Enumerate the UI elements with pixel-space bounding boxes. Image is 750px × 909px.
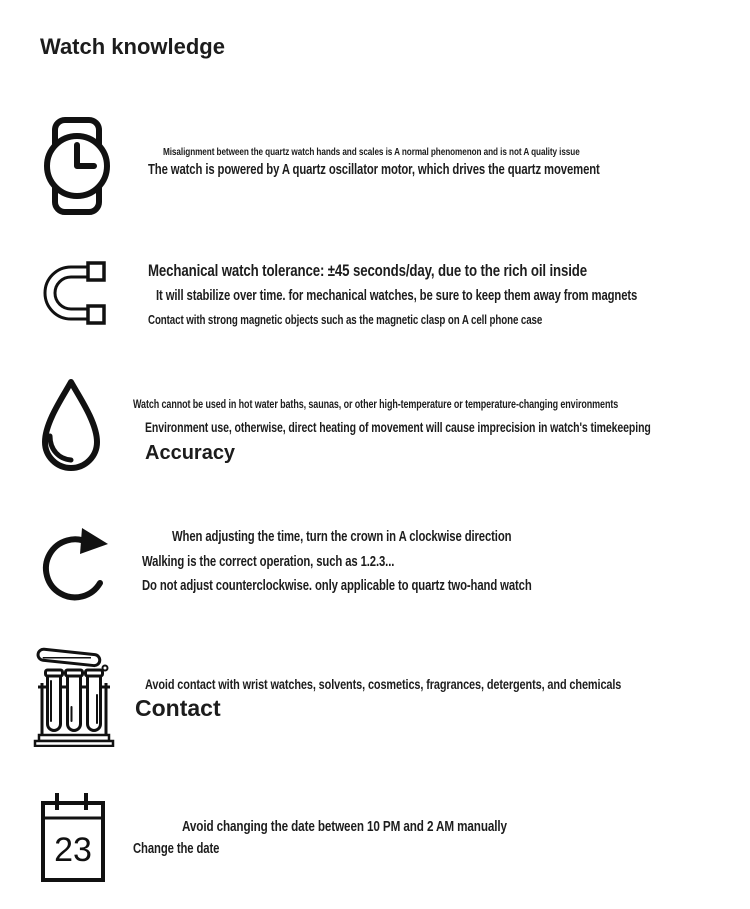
note-line: Avoid contact with wrist watches, solvents, cosmetics, fragrances, detergents, and chemicals bbox=[145, 676, 622, 692]
clockwise-arrow-icon bbox=[36, 520, 112, 606]
subsection-heading: Contact bbox=[135, 695, 221, 721]
watch-icon bbox=[44, 116, 110, 216]
magnet-icon bbox=[38, 258, 110, 328]
calendar-day-number: 23 bbox=[54, 831, 92, 869]
note-line: Do not adjust counterclockwise. only applicable to quartz two-hand watch bbox=[142, 578, 532, 594]
note-line: Contact with strong magnetic objects such as the magnetic clasp on A cell phone case bbox=[148, 313, 543, 327]
note-line: Misalignment between the quartz watch hands and scales is A normal phenomenon and is not A quality issue bbox=[163, 146, 580, 158]
note-line: The watch is powered by A quartz oscillator motor, which drives the quartz movement bbox=[148, 162, 600, 178]
calendar-icon bbox=[40, 790, 106, 884]
note-line: Mechanical watch tolerance: ±45 seconds/day, due to the rich oil inside bbox=[148, 261, 588, 280]
note-line: Walking is the correct operation, such as 1.2.3... bbox=[142, 554, 395, 570]
note-line: Change the date bbox=[133, 841, 220, 857]
note-line: Watch cannot be used in hot water baths, saunas, or other high-temperature or temperature-changing environments bbox=[133, 399, 619, 411]
note-line: Avoid changing the date between 10 PM and 2 AM manually bbox=[182, 818, 507, 835]
note-line: Environment use, otherwise, direct heating of movement will cause imprecision in watch's timekeeping bbox=[145, 420, 651, 435]
note-line: When adjusting the time, turn the crown in A clockwise direction bbox=[172, 529, 512, 545]
note-line: It will stabilize over time. for mechanical watches, be sure to keep them away from magnets bbox=[156, 288, 638, 304]
water-drop-icon bbox=[37, 378, 105, 478]
test-tubes-icon bbox=[33, 643, 115, 747]
page-title: Watch knowledge bbox=[40, 34, 225, 59]
subsection-heading: Accuracy bbox=[145, 442, 236, 464]
